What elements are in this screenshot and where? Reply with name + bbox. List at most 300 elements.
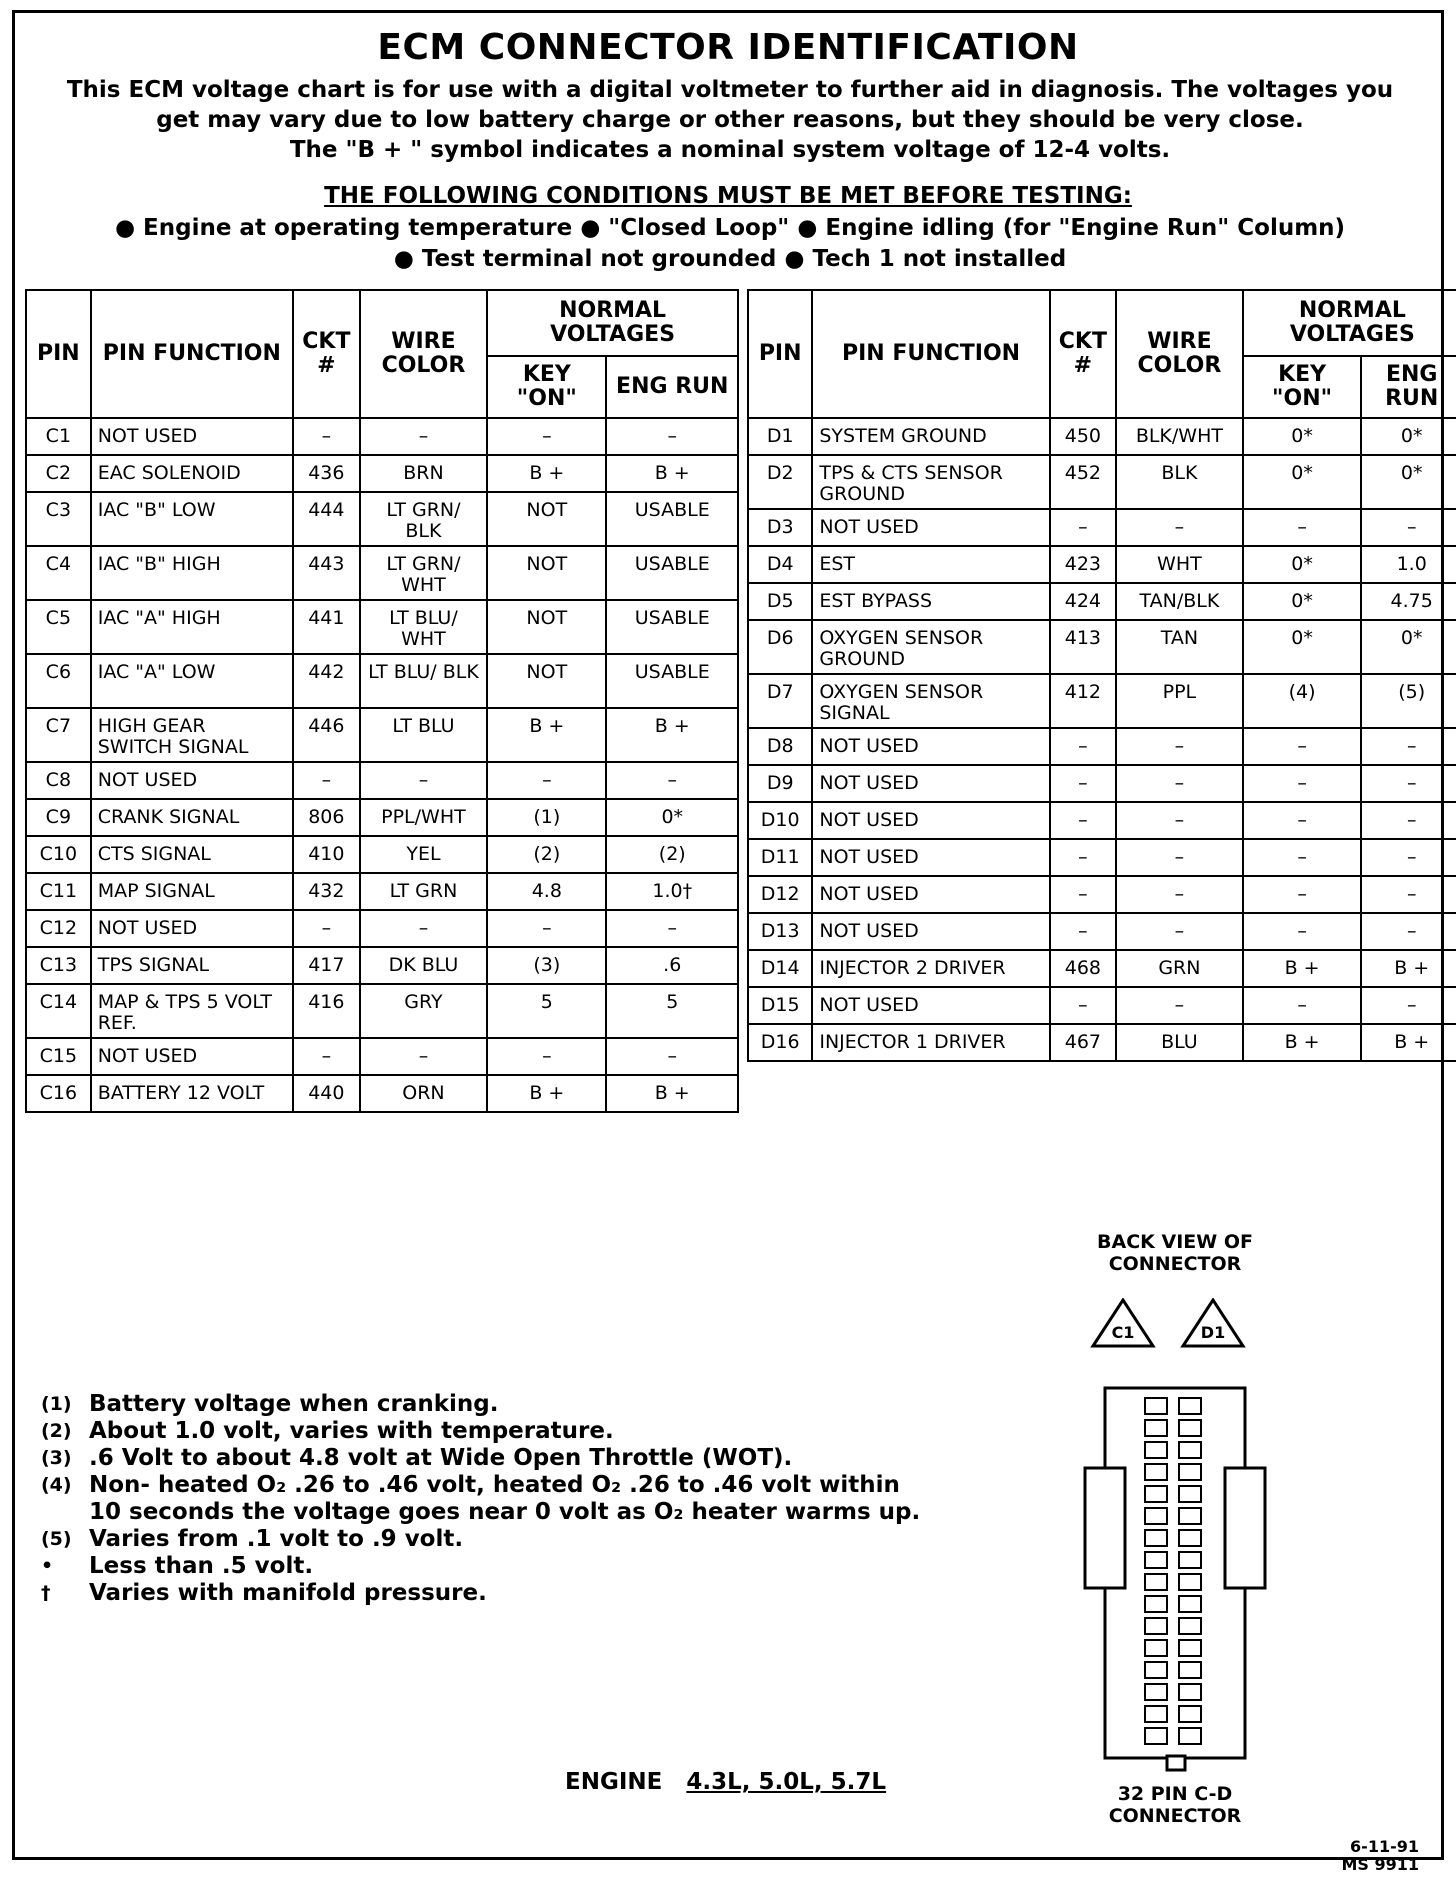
table-row xyxy=(748,509,1456,546)
pin-function-cell: HIGH GEAR SWITCH SIGNAL xyxy=(91,708,293,762)
key-on-cell: B + xyxy=(1243,950,1362,987)
pin-cell: C14 xyxy=(26,984,91,1038)
wire-color-cell: – xyxy=(1116,839,1243,876)
stamp-code: MS 9911 xyxy=(1341,1855,1419,1874)
header-pin-function: PIN FUNCTION xyxy=(91,290,293,418)
ckt-cell: – xyxy=(1050,839,1116,876)
wire-color-cell: – xyxy=(1116,765,1243,802)
connector-pin-icon xyxy=(1179,1706,1201,1722)
key-on-cell: – xyxy=(1243,802,1362,839)
wire-color-cell: – xyxy=(360,910,487,947)
eng-run-cell: USABLE xyxy=(606,546,738,600)
table-row xyxy=(748,802,1456,839)
pin-function-cell: NOT USED xyxy=(91,910,293,947)
pin-function-cell: IAC "A" LOW xyxy=(91,654,293,708)
table-row xyxy=(748,913,1456,950)
table-row xyxy=(26,654,738,708)
wire-color-cell: – xyxy=(1116,876,1243,913)
pin-cell: C2 xyxy=(26,455,91,492)
table-row xyxy=(26,910,738,947)
key-on-cell: 0* xyxy=(1243,620,1362,674)
table-row xyxy=(26,546,738,600)
key-on-cell: (3) xyxy=(487,947,606,984)
ckt-cell: 446 xyxy=(293,708,360,762)
pin-function-cell: CRANK SIGNAL xyxy=(91,799,293,836)
pin-function-cell: EAC SOLENOID xyxy=(91,455,293,492)
engine-line xyxy=(565,1769,886,1795)
pin-function-cell: IAC "A" HIGH xyxy=(91,600,293,654)
pin-function-cell: MAP & TPS 5 VOLT REF. xyxy=(91,984,293,1038)
left-connector-table xyxy=(25,289,739,1113)
ckt-cell: 440 xyxy=(293,1075,360,1112)
pin-function-cell: INJECTOR 2 DRIVER xyxy=(812,950,1049,987)
ckt-cell: 412 xyxy=(1050,674,1116,728)
eng-run-cell: B + xyxy=(606,455,738,492)
key-on-cell: – xyxy=(487,910,606,947)
eng-run-cell: – xyxy=(1361,987,1456,1024)
pin-function-cell: NOT USED xyxy=(812,509,1049,546)
connector-pin-icon xyxy=(1145,1464,1167,1480)
footnote xyxy=(41,1445,921,1472)
connector-pin-icon xyxy=(1179,1420,1201,1436)
ckt-cell: 410 xyxy=(293,836,360,873)
table-row xyxy=(26,984,738,1038)
table-row xyxy=(26,492,738,546)
pin-cell: C8 xyxy=(26,762,91,799)
wire-color-cell: BLU xyxy=(1116,1024,1243,1061)
header-wire-color: WIRE COLOR xyxy=(1116,290,1243,418)
table-row xyxy=(26,708,738,762)
pin-function-cell: IAC "B" HIGH xyxy=(91,546,293,600)
footnote-text: Battery voltage when cranking. xyxy=(89,1391,499,1417)
pin-cell: D16 xyxy=(748,1024,812,1061)
pin-cell: D11 xyxy=(748,839,812,876)
wire-color-cell: GRY xyxy=(360,984,487,1038)
key-on-cell: 0* xyxy=(1243,455,1362,509)
connector-pin-icon xyxy=(1145,1596,1167,1612)
pin-cell: D7 xyxy=(748,674,812,728)
footnote xyxy=(41,1418,921,1445)
key-on-cell: B + xyxy=(487,708,606,762)
key-on-cell: – xyxy=(1243,987,1362,1024)
eng-run-cell: B + xyxy=(1361,950,1456,987)
table-row xyxy=(26,455,738,492)
ckt-cell: 468 xyxy=(1050,950,1116,987)
ckt-cell: – xyxy=(293,418,360,455)
wire-color-cell: TAN xyxy=(1116,620,1243,674)
key-on-cell: NOT xyxy=(487,654,606,708)
connector-label-top: BACK VIEW OF CONNECTOR xyxy=(1097,1231,1253,1275)
pin-function-cell: BATTERY 12 VOLT xyxy=(91,1075,293,1112)
right-connector-table xyxy=(747,289,1456,1062)
eng-run-cell: – xyxy=(1361,728,1456,765)
eng-run-cell: – xyxy=(606,1038,738,1075)
table-row xyxy=(748,765,1456,802)
eng-run-cell: – xyxy=(606,762,738,799)
table-row xyxy=(26,873,738,910)
wire-color-cell: ORN xyxy=(360,1075,487,1112)
wire-color-cell: DK BLU xyxy=(360,947,487,984)
key-on-cell: 0* xyxy=(1243,418,1362,455)
intro-line: The "B + " symbol indicates a nominal system voltage of 12-4 volts. xyxy=(289,137,1171,163)
key-on-cell: NOT xyxy=(487,546,606,600)
table-row xyxy=(26,1038,738,1075)
table-row xyxy=(26,799,738,836)
wire-color-cell: – xyxy=(1116,913,1243,950)
table-row xyxy=(748,620,1456,674)
footnote-key: (1) xyxy=(41,1393,72,1415)
table-row xyxy=(26,600,738,654)
pin-function-cell: CTS SIGNAL xyxy=(91,836,293,873)
pin-function-cell: TPS & CTS SENSOR GROUND xyxy=(812,455,1049,509)
connector-pin-icon xyxy=(1179,1486,1201,1502)
eng-run-cell: – xyxy=(1361,509,1456,546)
table-row xyxy=(26,1075,738,1112)
header-key-on: KEY "ON" xyxy=(487,356,606,418)
connector-pin-icon xyxy=(1179,1530,1201,1546)
ckt-cell: 444 xyxy=(293,492,360,546)
header-pin-function: PIN FUNCTION xyxy=(812,290,1049,418)
key-on-cell: B + xyxy=(487,455,606,492)
header-ckt: CKT # xyxy=(293,290,360,418)
footnote xyxy=(41,1391,921,1418)
eng-run-cell: USABLE xyxy=(606,654,738,708)
wire-color-cell: BLK xyxy=(1116,455,1243,509)
pin-function-cell: NOT USED xyxy=(812,987,1049,1024)
wire-color-cell: – xyxy=(1116,987,1243,1024)
ckt-cell: – xyxy=(1050,802,1116,839)
connector-pin-icon xyxy=(1179,1662,1201,1678)
connector-diagram xyxy=(1075,1298,1275,1778)
table-row xyxy=(748,546,1456,583)
wire-color-cell: LT BLU xyxy=(360,708,487,762)
key-on-cell: – xyxy=(1243,509,1362,546)
connector-pin-icon xyxy=(1179,1684,1201,1700)
pin-function-cell: NOT USED xyxy=(812,728,1049,765)
key-on-cell: – xyxy=(487,762,606,799)
connector-pin-icon xyxy=(1145,1684,1167,1700)
condition-line: ● Engine at operating temperature ● "Closed Loop" ● Engine idling (for "Engine Run" Column) xyxy=(114,215,1346,241)
pin-cell: D12 xyxy=(748,876,812,913)
eng-run-cell: USABLE xyxy=(606,600,738,654)
connector-pin-icon xyxy=(1145,1728,1167,1744)
eng-run-cell: – xyxy=(1361,765,1456,802)
eng-run-cell: – xyxy=(606,418,738,455)
key-on-cell: NOT xyxy=(487,492,606,546)
connector-pin-icon xyxy=(1145,1398,1167,1414)
ckt-cell: – xyxy=(1050,913,1116,950)
key-on-cell: B + xyxy=(487,1075,606,1112)
table-row xyxy=(748,839,1456,876)
table-row xyxy=(26,418,738,455)
eng-run-cell: B + xyxy=(606,1075,738,1112)
footnote-key: (3) xyxy=(41,1447,72,1469)
ckt-cell: – xyxy=(293,1038,360,1075)
pin-cell: D8 xyxy=(748,728,812,765)
conditions-heading: THE FOLLOWING CONDITIONS MUST BE MET BEFORE TESTING: xyxy=(324,183,1132,209)
pin-function-cell: SYSTEM GROUND xyxy=(812,418,1049,455)
pin-function-cell: IAC "B" LOW xyxy=(91,492,293,546)
pin-function-cell: EST xyxy=(812,546,1049,583)
intro-text xyxy=(55,75,1405,165)
table-row xyxy=(748,418,1456,455)
key-on-cell: B + xyxy=(1243,1024,1362,1061)
ckt-cell: 452 xyxy=(1050,455,1116,509)
eng-run-cell: .6 xyxy=(606,947,738,984)
connector-label-bottom: 32 PIN C-D CONNECTOR xyxy=(1108,1783,1242,1827)
key-on-cell: 0* xyxy=(1243,546,1362,583)
pin-cell: D9 xyxy=(748,765,812,802)
footnote xyxy=(41,1526,921,1553)
ckt-cell: 424 xyxy=(1050,583,1116,620)
connector-pin-icon xyxy=(1145,1662,1167,1678)
pin-cell: D1 xyxy=(748,418,812,455)
pin-cell: D2 xyxy=(748,455,812,509)
header-key-on: KEY "ON" xyxy=(1243,356,1362,418)
table-row xyxy=(26,762,738,799)
ckt-cell: 467 xyxy=(1050,1024,1116,1061)
wire-color-cell: – xyxy=(360,762,487,799)
pin-cell: D15 xyxy=(748,987,812,1024)
pin-function-cell: NOT USED xyxy=(812,765,1049,802)
connector-pin-icon xyxy=(1179,1442,1201,1458)
wire-color-cell: TAN/BLK xyxy=(1116,583,1243,620)
pin-function-cell: NOT USED xyxy=(91,762,293,799)
header-eng-run: ENG RUN xyxy=(1361,356,1456,418)
ckt-cell: 423 xyxy=(1050,546,1116,583)
footnote xyxy=(41,1580,921,1607)
document-stamp xyxy=(1341,1838,1419,1874)
key-on-cell: – xyxy=(1243,876,1362,913)
pin-function-cell: NOT USED xyxy=(812,913,1049,950)
ckt-cell: 432 xyxy=(293,873,360,910)
eng-run-cell: – xyxy=(1361,876,1456,913)
eng-run-cell: – xyxy=(1361,802,1456,839)
connector-pin-icon xyxy=(1179,1552,1201,1568)
pin-function-cell: TPS SIGNAL xyxy=(91,947,293,984)
connector-pin-icon xyxy=(1145,1442,1167,1458)
wire-color-cell: WHT xyxy=(1116,546,1243,583)
eng-run-cell: 0* xyxy=(1361,418,1456,455)
wire-color-cell: BLK/WHT xyxy=(1116,418,1243,455)
connector-pin-icon xyxy=(1145,1706,1167,1722)
wire-color-cell: LT BLU/ BLK xyxy=(360,654,487,708)
pin-function-cell: OXYGEN SENSOR SIGNAL xyxy=(812,674,1049,728)
key-on-cell: 0* xyxy=(1243,583,1362,620)
ckt-cell: 413 xyxy=(1050,620,1116,674)
pin-cell: D14 xyxy=(748,950,812,987)
table-row xyxy=(748,1024,1456,1061)
eng-run-cell: (5) xyxy=(1361,674,1456,728)
engine-label: ENGINE xyxy=(565,1769,663,1795)
page-title: ECM CONNECTOR IDENTIFICATION xyxy=(377,27,1079,68)
pin-cell: C16 xyxy=(26,1075,91,1112)
ecm-chart-sheet xyxy=(12,10,1444,1874)
wire-color-cell: LT BLU/ WHT xyxy=(360,600,487,654)
ckt-cell: 442 xyxy=(293,654,360,708)
key-on-cell: (4) xyxy=(1243,674,1362,728)
key-on-cell: – xyxy=(1243,913,1362,950)
connector-pin-icon xyxy=(1179,1508,1201,1524)
pin-cell: D13 xyxy=(748,913,812,950)
pin-cell: C5 xyxy=(26,600,91,654)
ckt-cell: 450 xyxy=(1050,418,1116,455)
wire-color-cell: – xyxy=(1116,802,1243,839)
pin-cell: C4 xyxy=(26,546,91,600)
pin-cell: C13 xyxy=(26,947,91,984)
pin-function-cell: EST BYPASS xyxy=(812,583,1049,620)
connector-key-icon xyxy=(1167,1756,1185,1770)
connector-pin-icon xyxy=(1145,1420,1167,1436)
header-eng-run: ENG RUN xyxy=(606,356,738,418)
header-wire-color: WIRE COLOR xyxy=(360,290,487,418)
table-row xyxy=(748,876,1456,913)
ckt-cell: – xyxy=(1050,728,1116,765)
ckt-cell: – xyxy=(1050,509,1116,546)
key-on-cell: – xyxy=(487,418,606,455)
pin-function-cell: OXYGEN SENSOR GROUND xyxy=(812,620,1049,674)
ckt-cell: 417 xyxy=(293,947,360,984)
connector-pin-icon xyxy=(1145,1508,1167,1524)
eng-run-cell: B + xyxy=(1361,1024,1456,1061)
table-row xyxy=(748,950,1456,987)
connector-pin-icon xyxy=(1145,1530,1167,1546)
pin-function-cell: NOT USED xyxy=(812,802,1049,839)
wire-color-cell: – xyxy=(1116,509,1243,546)
connector-left-latch-icon xyxy=(1085,1468,1125,1588)
pin-cell: C12 xyxy=(26,910,91,947)
header-pin: PIN xyxy=(26,290,91,418)
ckt-cell: 416 xyxy=(293,984,360,1038)
table-row xyxy=(748,455,1456,509)
wire-color-cell: YEL xyxy=(360,836,487,873)
pin-cell: C11 xyxy=(26,873,91,910)
header-pin: PIN xyxy=(748,290,812,418)
eng-run-cell: 5 xyxy=(606,984,738,1038)
eng-run-cell: 1.0† xyxy=(606,873,738,910)
header-normal-voltages: NORMAL VOLTAGES xyxy=(487,290,738,356)
connector-pin-icon xyxy=(1145,1640,1167,1656)
table-row xyxy=(748,674,1456,728)
pin-cell: D5 xyxy=(748,583,812,620)
table-row xyxy=(748,987,1456,1024)
engine-values: 4.3L, 5.0L, 5.7L xyxy=(686,1769,887,1795)
footnote-text: Non- heated O₂ .26 to .46 volt, heated O₂ .26 to .46 volt within 10 seconds the voltage goes near 0 volt as O₂ heater warms up. xyxy=(89,1472,921,1525)
ckt-cell: – xyxy=(1050,987,1116,1024)
ckt-cell: – xyxy=(293,762,360,799)
connector-pin-icon xyxy=(1179,1618,1201,1634)
eng-run-cell: – xyxy=(1361,839,1456,876)
table-row xyxy=(748,728,1456,765)
pin-cell: C3 xyxy=(26,492,91,546)
conditions-list xyxy=(35,213,1425,275)
pin-function-cell: NOT USED xyxy=(91,418,293,455)
footnote-key: (5) xyxy=(41,1528,72,1550)
pin-function-cell: NOT USED xyxy=(812,876,1049,913)
wire-color-cell: – xyxy=(360,418,487,455)
ckt-cell: 443 xyxy=(293,546,360,600)
footnote-key: (2) xyxy=(41,1420,72,1442)
pin-cell: C6 xyxy=(26,654,91,708)
ckt-cell: 436 xyxy=(293,455,360,492)
table-row xyxy=(26,836,738,873)
eng-run-cell: 1.0 xyxy=(1361,546,1456,583)
table-row xyxy=(748,583,1456,620)
connector-pin-icon xyxy=(1179,1728,1201,1744)
eng-run-cell: USABLE xyxy=(606,492,738,546)
footnote-text: About 1.0 volt, varies with temperature. xyxy=(89,1418,614,1444)
eng-run-cell: – xyxy=(606,910,738,947)
pin-cell: C1 xyxy=(26,418,91,455)
eng-run-cell: 4.75 xyxy=(1361,583,1456,620)
connector-pin-icon xyxy=(1145,1574,1167,1590)
connector-pin-icon xyxy=(1179,1574,1201,1590)
connector-pin-icon xyxy=(1179,1464,1201,1480)
ckt-cell: – xyxy=(293,910,360,947)
wire-color-cell: GRN xyxy=(1116,950,1243,987)
pin-function-cell: NOT USED xyxy=(812,839,1049,876)
footnote xyxy=(41,1553,921,1580)
eng-run-cell: (2) xyxy=(606,836,738,873)
connector-right-latch-icon xyxy=(1225,1468,1265,1588)
table-row xyxy=(26,947,738,984)
key-on-cell: – xyxy=(1243,728,1362,765)
connector-pin-icon xyxy=(1145,1552,1167,1568)
wire-color-cell: LT GRN/ WHT xyxy=(360,546,487,600)
wire-color-cell: LT GRN/ BLK xyxy=(360,492,487,546)
eng-run-cell: B + xyxy=(606,708,738,762)
key-on-cell: 5 xyxy=(487,984,606,1038)
pin-function-cell: NOT USED xyxy=(91,1038,293,1075)
eng-run-cell: 0* xyxy=(1361,455,1456,509)
wire-color-cell: – xyxy=(1116,728,1243,765)
wire-color-cell: – xyxy=(360,1038,487,1075)
wire-color-cell: PPL/WHT xyxy=(360,799,487,836)
eng-run-cell: 0* xyxy=(606,799,738,836)
intro-line: get may vary due to low battery charge or other reasons, but they should be very close. xyxy=(156,107,1304,133)
connector-pin-icon xyxy=(1179,1398,1201,1414)
stamp-date: 6-11-91 xyxy=(1350,1837,1419,1856)
pin-cell: C15 xyxy=(26,1038,91,1075)
key-on-cell: – xyxy=(487,1038,606,1075)
key-on-cell: – xyxy=(1243,765,1362,802)
footnote xyxy=(41,1472,921,1526)
connector-pin-icon xyxy=(1145,1618,1167,1634)
connector-pin-icon xyxy=(1179,1640,1201,1656)
footnote-text: Varies from .1 volt to .9 volt. xyxy=(89,1526,464,1552)
pin-cell: D10 xyxy=(748,802,812,839)
footnotes xyxy=(41,1391,921,1607)
wire-color-cell: LT GRN xyxy=(360,873,487,910)
ckt-cell: – xyxy=(1050,876,1116,913)
header-ckt: CKT # xyxy=(1050,290,1116,418)
key-on-cell: (1) xyxy=(487,799,606,836)
pin-function-cell: INJECTOR 1 DRIVER xyxy=(812,1024,1049,1061)
pin-cell: C7 xyxy=(26,708,91,762)
c1-label: C1 xyxy=(1111,1323,1135,1342)
footnote-key: • xyxy=(41,1555,54,1577)
pin-cell: D6 xyxy=(748,620,812,674)
ckt-cell: 806 xyxy=(293,799,360,836)
intro-line: This ECM voltage chart is for use with a digital voltmeter to further aid in diagnosis. The voltages you xyxy=(66,77,1394,103)
footnote-key: † xyxy=(41,1582,51,1604)
footnote-text: Varies with manifold pressure. xyxy=(89,1580,487,1606)
ckt-cell: 441 xyxy=(293,600,360,654)
key-on-cell: 4.8 xyxy=(487,873,606,910)
pin-cell: C10 xyxy=(26,836,91,873)
d1-label: D1 xyxy=(1200,1323,1226,1342)
wire-color-cell: PPL xyxy=(1116,674,1243,728)
